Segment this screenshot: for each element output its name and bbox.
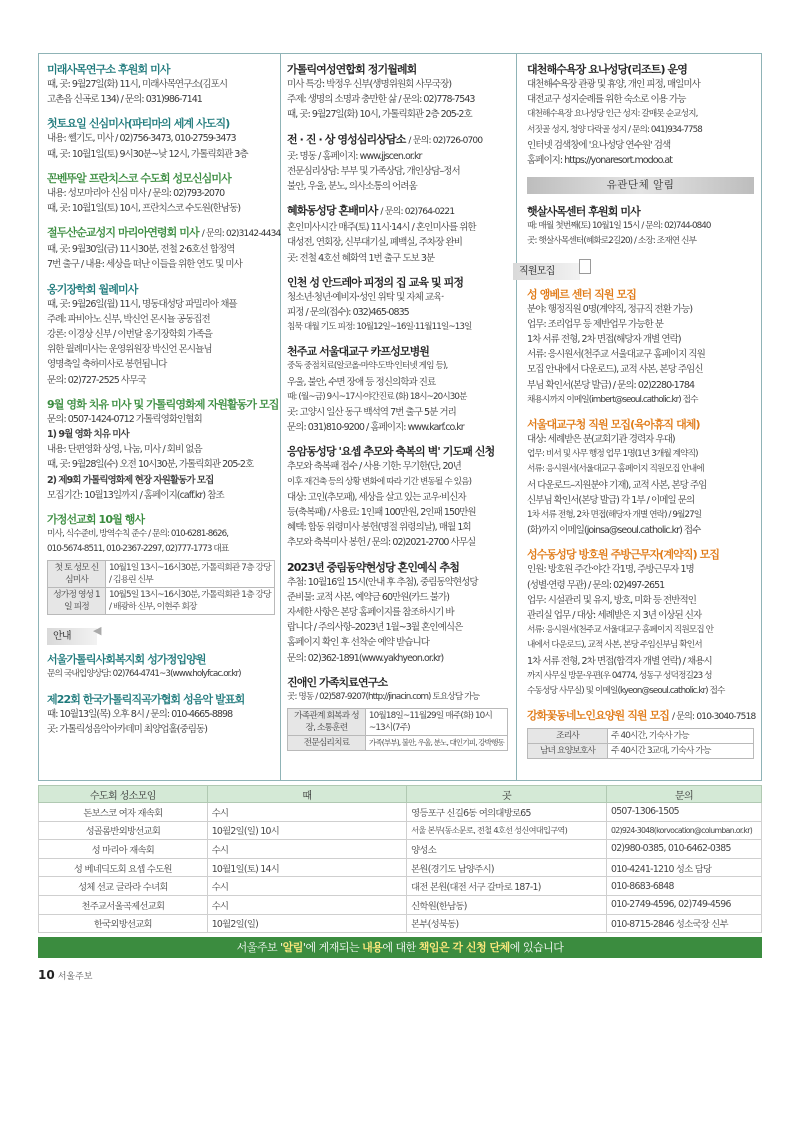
column-divider [280,53,281,781]
notice-title [47,225,281,242]
table-cell: 돈보스코 여자 재속회 [39,803,208,822]
notice-block [287,675,508,751]
table-cell: 0507-1306-1505 [607,803,762,822]
table-row [528,744,754,759]
column-3 [519,62,756,768]
notice-line: 때, 곳: 9월30일(금) 11시30분, 전철 2·6호선 합정역 [47,244,235,256]
megaphone-icon: ◀ [93,624,102,638]
notice-line: 미사 특강: 박정우 신부(생명위원회 사무국장) [287,79,452,90]
notice-block [47,512,275,615]
notice-line: 곳: 명동 / 02)587-9207(http://jinacin.com) 토요상담 가능 [287,691,480,702]
publication-name: 서울주보 [57,972,93,982]
notice-line: 홈페이지 확인 후 선착순 예약 받습니다 [287,637,429,649]
table-cell: 02)980-0385, 010-6462-0385 [607,840,762,859]
notice-title: 성수동성당 방호원 주방근무자(계약직) 모집 [527,548,720,562]
notice-line: 2) 제9회 가톨릭영화제 현장 자원활동가 모집 [47,474,214,486]
notice-line: 서짓골 성지, 청양 다락골 성지 / 문의: 041)934-7758 [527,124,702,135]
table-cell: 양성소 [407,840,607,859]
notice-line: 추첨: 10월16일 15시(안내 후 추첨), 중림동약현성당 [287,576,478,588]
notice-title: 천주교 서울대교구 카프성모병원 [287,345,430,359]
notice-line: 때, 곳: 9월28일(수) 오전 10시30분, 가톨릭회관 205-2호 [47,459,254,471]
notice-block [527,204,754,249]
notice-line: 전문심리상담: 부부 및 가족상담, 개인상담–정서 [287,165,460,177]
notice-line: 홈페이지: https://yonaresort.modoo.at [527,155,672,167]
disclaimer-emphasis: 책임은 각 신청 단체 [418,941,510,954]
table-cell: 천주교서울곡제선교회 [39,895,208,914]
notice-block [47,397,279,503]
notice-line: 채용시까지 이메일(imbert@seoul.catholic.kr) 접수 [527,394,698,405]
notice-title-contact: / 문의: 02)3142-4434 [201,229,281,240]
table-cell: 한국외방선교회 [39,914,208,933]
related-groups-banner: 유관단체 알림 [527,177,754,194]
notice-line: 내용: 성모마리아 신심 미사 / 문의: 02)793-2070 [47,187,225,199]
notice-line: 혜택: 합동 위령미사 봉헌(명절 위령의날), 매월 1회 [287,522,471,534]
notice-line: 피정 / 문의(접수): 032)465-0835 [287,307,409,319]
notice-title: 대천해수욕장 요나성당(리조트) 운영 [527,63,688,76]
notice-line: 대천해수욕장 관광 및 휴양, 개인 피정, 매일미사 [527,79,700,90]
notice-block [287,62,508,123]
notice-line: 때, 곳: 9월27일(화) 10시, 가톨릭회관 2층 205-2호 [287,109,472,121]
notice-line: 인원: 방호원 주간·야간 각1명, 주방근무자 1명 [527,564,694,576]
notice-line: 수동성당 사무실) 및 이메일(kyeon@seoul.catholic.kr) 접수 [527,686,725,697]
table-cell-header: 첫 토 성모 신심미사 [48,561,106,588]
notice-block [47,652,275,682]
disclaimer-emphasis: 알림 [282,941,303,954]
table-cell: 010-2749-4596, 02)749-4596 [607,895,762,914]
notice-title [287,203,508,220]
table-cell-header: 가족관계 회복과 성장, 소통훈련 [288,709,366,736]
table-cell-header: 성가정 영성 1일 피정 [48,588,106,615]
notice-line: (성별·연령 무관) / 문의: 02)497-2651 [527,579,665,591]
column-1 [47,62,281,746]
notice-title [527,708,754,725]
notice-line: 모집기간: 10월13일까지 / 홈페이지(caff.kr) 참조 [47,489,224,501]
table-cell: 주 40시간 3교대, 기숙사 가능 [608,744,754,759]
notice-line: (화)까지 이메일(joinsa@seoul.catholic.kr) 접수 [527,525,701,537]
table-row [39,803,762,822]
notice-title: 가정선교회 10월 행사 [47,513,145,527]
table-cell: 10월1일 13시~16시30분, 가톨릭회관 7층 강당 / 김용린 신부 [106,561,275,588]
notice-line: 곳: 가톨릭성음악아카데미 최양업홀(중림동) [47,723,207,735]
notice-line: 업무: 비서 및 사무 행정 업무 1명(1년 3개월 계약직) [527,449,698,460]
notice-line: 곳: 명동 / 홈페이지: www.jjscen.or.kr [287,150,422,162]
notice-title: 햇살사목센터 후원회 미사 [527,205,640,219]
notice-line: 때: (월~금) 9시~17시·야간진료 (화) 18시~20시30분 [287,391,467,402]
table-row [39,914,762,933]
notice-line: 이후 재건축 등의 상황 변화에 따라 기간 변동될 수 있음) [287,476,472,487]
table-cell: 010-8683-6848 [607,877,762,896]
notice-line: 서류: 응시원서(서울대교구 홈페이지 직원모집 안내에 [527,464,704,475]
table-cell: 수시 [207,840,406,859]
notice-line: 때: 매월 첫번째(토) 10월1일 15시 / 문의: 02)744-0840 [527,221,711,232]
notice-block [287,560,508,666]
disclaimer-text: '에 게재되는 [302,941,363,954]
notice-line: 1차 서류 전형, 2차 면접(해당자 개별 연락) [527,334,681,346]
notice-line: 준비물: 교적 사본, 예약금 60만원(카드 불가) [287,591,450,603]
notice-line: 서 다운로드–지원분야 기재), 교적 사본, 본당 주임 [527,479,707,491]
table-cell: 대전 본원(대전 서구 갈마로 187-1) [407,877,607,896]
table-cell: 10월18일~11월29일 매주(화) 10시~13시(7주) [365,709,507,736]
notice-title: 응암동성당 '요셉 추모와 축복의 벽' 기도패 신청 [287,445,495,459]
table-cell: 가족(부부), 불안, 우울, 분노, 대인기피, 강박행동 [365,736,507,751]
notice-line: 관리실 업무 / 대상: 세례받은 지 3년 이상된 신자 [527,610,702,622]
notice-title-contact: / 문의: 010-3040-7518 [671,712,756,723]
table-header-row [39,786,762,803]
notice-line: 문의: 031)810-9200 / 홈페이지: www.karf.co.kr [287,422,464,434]
page-number [38,968,92,982]
notice-line: 강론: 이경상 신부 / 이번달 옹기장학회 가족을 [47,329,213,341]
notice-block [47,692,275,737]
notice-line: 불안, 우울, 분노, 의사소통의 어려움 [287,181,417,193]
notice-title-contact: / 문의: 02)726-0700 [408,135,483,146]
notice-line: 미사, 식수준비, 방역수칙 준수 / 문의: 010-6281-8626, [47,529,229,540]
notice-line: 곳: 고양시 일산 동구 백석역 7번 출구 5분 거리 [287,407,456,419]
table-row [39,877,762,896]
notice-block [287,275,508,336]
table-row [48,588,275,615]
notice-title: 미래사목연구소 후원회 미사 [47,63,170,76]
notice-line: 고촌읍 신곡로 134) / 문의: 031)986-7141 [47,94,202,106]
disclaimer-text: 에 있습니다 [509,941,564,954]
table-cell-header: 남녀 요양보호사 [528,744,608,759]
table-cell: 010-8715-2846 성소국장 신부 [607,914,762,933]
notice-title: 성 앵베르 센터 직원 모집 [527,287,636,301]
table-cell: 성 마리아 재속회 [39,840,208,859]
table-row [288,709,508,736]
notice-block [527,417,754,538]
table-cell: 02)924-3048(korvocation@columban.or.kr) [607,821,762,840]
notice-line: 등(축복패) / 사용료: 1인패 100만원, 2인패 150만원 [287,507,476,519]
notice-title: 인천 성 안드레아 피정의 집 교육 및 피정 [287,275,464,289]
notice-line: 혼인미사시간 매주(토) 11시·14시 / 혼인미사를 위한 [287,222,476,234]
notice-title: 2023년 중림동약현성당 혼인예식 추첨 [287,560,459,574]
notice-title: 가톨릭여성연합회 정기월례회 [287,63,417,76]
notice-line: 자세한 사항은 본당 홈페이지를 참조하시기 바 [287,607,454,619]
notice-line: 곳: 전철 4호선 혜화역 1번 출구 도보 3분 [287,252,435,264]
table-row [39,840,762,859]
notice-title: 서울가톨릭사회복지회 성가정입양원 [47,653,206,667]
notice-line: 010-5674-8511, 010-2367-2297, 02)777-1773 대표 [47,544,229,555]
notice-line: 청소년·청년·예비자·성인 위탁 및 자체 교육· [287,291,444,303]
notice-title: 첫토요일 신심미사(파티마의 세계 사도직) [47,117,230,131]
disclaimer-bar [38,937,762,958]
notice-line: 대전교구 성지순례를 위한 숙소로 이용 가능 [527,94,686,106]
notice-line: 업무: 시설관리 및 유지, 방호, 미화 등 전반적인 [527,594,696,606]
notice-line: 대성전, 연회장, 신부대기실, 폐백실, 주차장 완비 [287,237,462,249]
table-cell: 수시 [207,803,406,822]
notice-line: 까지 사무실 방문·우편(우 04774, 성동구 성덕정길23 성 [527,670,712,681]
notice-block [287,444,508,550]
table-cell: 10월2일(일) [207,914,406,933]
notice-line: 1) 9월 영화 치유 미사 [47,429,129,441]
notice-block [287,344,508,435]
table-cell: 10월5일 13시~16시30분, 가톨릭회관 1층 강당 / 배광하 신부, 이현주 회장 [106,588,275,615]
notice-title-text: 전 · 진 · 상 영성심리상담소 [287,132,406,146]
notice-line: 내용: 단편영화 상영, 나눔, 미사 / 회비 없음 [47,444,202,456]
table-cell: 영등포구 신길6동 여의대방로65 [407,803,607,822]
table-cell: 본부(성북동) [407,914,607,933]
table-cell: 성 베네딕도회 요셉 수도원 [39,858,208,877]
table-cell-header: 전문심리치료 [288,736,366,751]
column-header: 곳 [407,786,607,803]
notice-line: 때: 10월13일(목) 오후 8시 / 문의: 010-4665-8898 [47,708,233,720]
notice-block [47,62,275,107]
page-number-value: 10 [38,968,55,982]
table-cell: 신학원(한남동) [407,895,607,914]
notice-block [47,116,275,161]
notice-line: 대천해수욕장 요나성당 인근 성지: 갈매못 순교성지, [527,109,698,120]
notice-title: 9월 영화 치유 미사 및 가톨릭영화제 자원활동가 모집 [47,397,279,411]
notice-line: 내에서 다운로드), 교적 사본, 본당 주임신부님 확인서 [527,640,702,651]
disclaimer-text: 서울주보 ' [236,941,283,954]
notice-line: 곳: 햇살사목센터(혜화로2길20) / 소장: 조재연 신부 [527,236,697,247]
notice-title-contact: / 문의: 02)764-0221 [380,207,455,218]
notice-line: 문의: 0507-1424-0712 가톨릭영화인협회 [47,413,202,425]
notice-title: 진애인 가족치료연구소 [287,675,388,689]
column-divider [516,53,517,781]
column-header: 문의 [607,786,762,803]
notice-line: 문의 국내입양상담: 02)764-4741~3(www.holyfcac.or.kr) [47,669,241,680]
table-row [288,736,508,751]
notice-section-label [47,624,275,642]
notice-section-tab: 안내 [47,628,97,645]
table-cell: 성체 선교 글라라 수녀회 [39,877,208,896]
notice-line: 추모와 축복패 접수 / 사용 기한: 무기한(단, 20년 [287,461,461,473]
table-cell-header: 조리사 [528,729,608,744]
notice-block [527,547,754,699]
notice-line: 주례: 파비아노 신부, 박신언 몬시뇰 공동집전 [47,313,210,325]
table-row [39,895,762,914]
notice-line: 1차 서류 전형, 2차 면접(해당자 개별 연락) / 9월27일 [527,510,702,521]
notice-block [527,62,754,168]
disclaimer-emphasis: 내용 [362,941,383,954]
table-row [39,821,762,840]
table-row [528,729,754,744]
recruit-section-label [513,259,754,277]
table-cell: 010-4241-1210 성소 담당 [607,858,762,877]
notice-title-text: 절두산순교성지 마리아연령회 미사 [47,226,199,240]
notice-line: 신부님 확인서(본당 발급) 각 1부 / 이메일 문의 [527,494,695,506]
notice-block [527,708,754,759]
notice-title-text: 혜화동성당 혼배미사 [287,204,378,218]
table-row [39,858,762,877]
recruit-section-tab: 직원모집 [513,263,580,280]
column-header: 때 [207,786,406,803]
notice-block [287,203,508,266]
notice-line: 때, 곳: 9월27일(화) 11시, 미래사목연구소(김포시 [47,79,228,90]
notice-title: 서울대교구청 직원 모집(육아휴직 대체) [527,418,700,432]
notice-title: 꼰벤뚜알 프란치스코 수도회 성모신심미사 [47,171,231,185]
notice-line: 부님 확인서(본당 발급) / 문의: 02)2280-1784 [527,379,695,391]
notice-line: 주제: 생명의 소명과 충만한 삶 / 문의: 02)778-7543 [287,94,475,106]
program-table [287,708,508,751]
notice-block [287,132,508,195]
notice-title [287,132,508,149]
notice-line: 인터넷 검색창에 '요나성당 연수원' 검색 [527,139,671,151]
notice-line: 분야: 행정직원 0명(계약직, 정규직 전환 가능) [527,303,693,315]
vocation-schedule-table [38,785,762,933]
column-header: 수도회 성소모임 [39,786,208,803]
document-icon [579,259,591,274]
notice-line: 때, 곳: 9월26일(월) 11시, 명동대성당 파밀리아 채플 [47,298,237,310]
notice-line: 문의: 02)727-2525 사무국 [47,374,146,386]
notice-block [47,171,275,216]
notice-block [47,282,275,388]
table-cell: 10월2일(일) 10시 [207,821,406,840]
notice-line: 랍니다 / 주의사항–2023년 1월~3월 혼인예식은 [287,622,463,634]
table-cell: 수시 [207,877,406,896]
notice-line: 대상: 고인(추모패), 세상을 살고 있는 교우·비신자 [287,491,466,503]
notice-line: 영명축일 축하미사로 봉헌됩니다 [47,359,167,371]
table-cell: 10월1일(토) 14시 [207,858,406,877]
notice-line: 중독 중점치료(알코올·마약·도박·인터넷 게임 등), [287,361,448,372]
notice-line: 때, 곳: 10월1일(토) 10시, 프란치스코 수도원(한남동) [47,203,241,215]
table-cell: 성골롬반외방선교회 [39,821,208,840]
notice-line: 내용: 쎌기도, 미사 / 02)756-3473, 010-2759-3473 [47,133,236,145]
notice-line: 문의: 02)362-1891(www.yakhyeon.or.kr) [287,652,444,664]
column-2 [287,62,508,760]
notice-title-text: 강화꽃동네노인요양원 직원 모집 [527,709,670,723]
notice-title: 제22회 한국가톨릭직곡가협회 성음악 발표회 [47,692,245,706]
notice-line: 1차 서류 전형, 2차 면접(합격자 개별 연락) / 채용시 [527,655,712,667]
disclaimer-text: 에 대한 [382,941,419,954]
notice-line: 위한 월례미사는 운영위원장 박신언 몬시뇰님 [47,344,212,356]
table-cell: 주 40시간, 기숙사 가능 [608,729,754,744]
table-cell: 서울 본부(동소문로, 전철 4호선 성신여대입구역) [407,821,607,840]
notice-line: 우울, 불안, 수면 장애 등 정신의학과 진료 [287,376,436,388]
table-row [48,561,275,588]
event-table [47,560,275,615]
notice-line: 서류: 응시원서(천주교 서울대교구 홈페이지 직원 [527,349,705,361]
notice-title: 옹기장학회 월례미사 [47,282,138,296]
notice-line: 모집 안내에서 다운로드), 교적 사본, 본당 주임신 [527,364,703,376]
table-cell: 수시 [207,895,406,914]
notice-block [527,287,754,408]
notice-line: 업무: 조리업무 등 제반업무 가능한 분 [527,318,664,330]
notice-block [47,225,281,272]
notice-line: 서류: 응시원서(천주교 서울대교구 홈페이지 직원모집 안 [527,625,714,636]
job-table [527,728,754,759]
notice-line: 침묵 대월 기도 피정: 10월12일~16일·11월11일~13일 [287,322,472,333]
notice-line: 7번 출구 / 내용: 세상을 떠난 이들을 위한 연도 및 미사 [47,259,242,271]
notice-line: 추모와 축복미사 봉헌 / 문의: 02)2021-2700 사무실 [287,537,476,549]
notice-line: 때, 곳: 10월1일(토) 9시30분~낮 12시, 가톨릭회관 3층 [47,148,248,160]
table-cell: 본원(경기도 남양주시) [407,858,607,877]
notice-line: 대상: 세례받은 분(교회기관 경력자 우대) [527,434,675,446]
